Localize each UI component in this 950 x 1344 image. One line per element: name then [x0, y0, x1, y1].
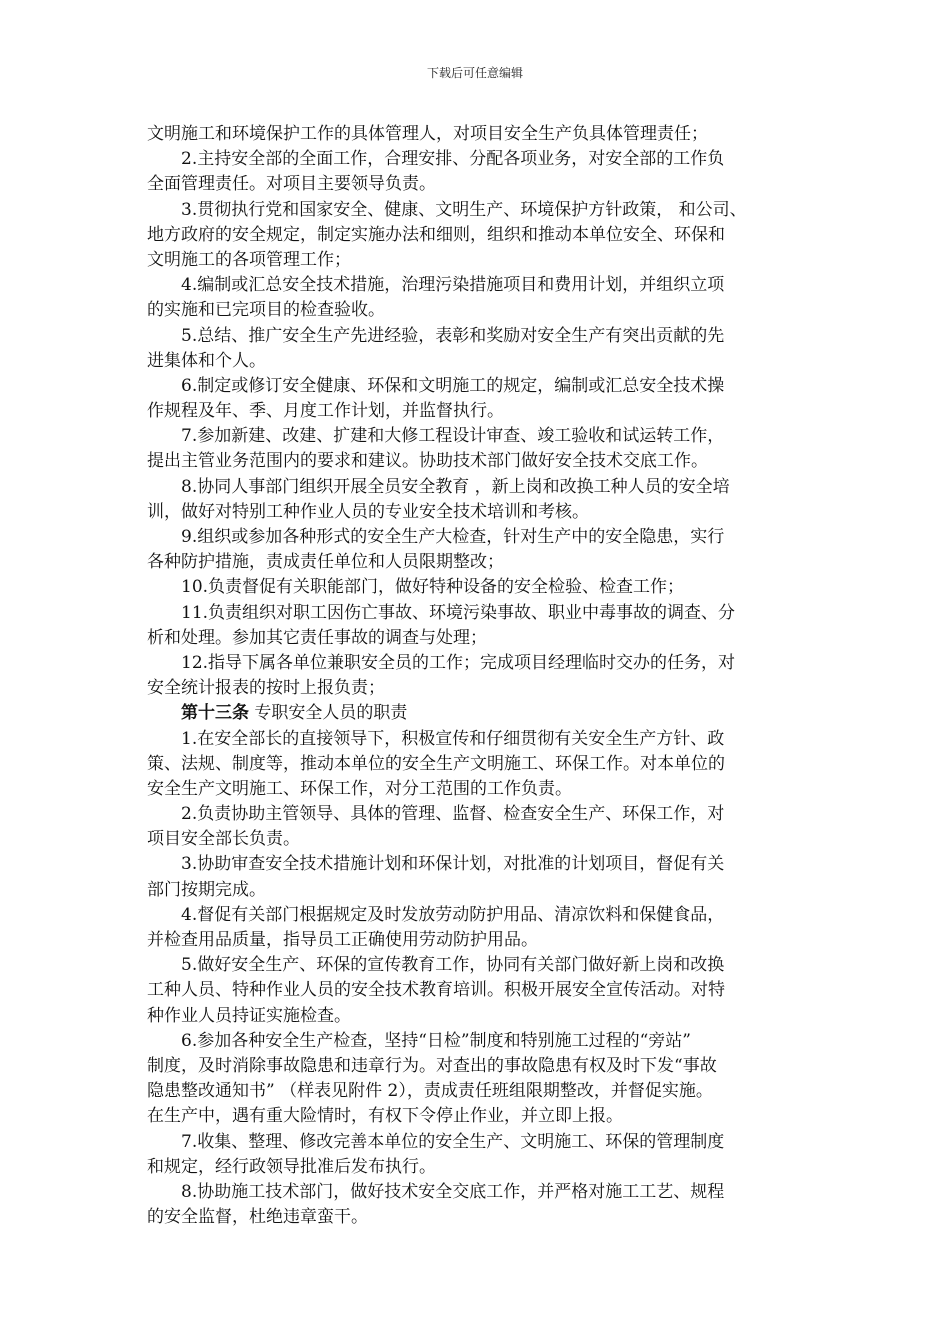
text-line: 6.制定或修订安全健康、环保和文明施工的规定，编制或汇总安全技术操	[181, 375, 725, 396]
article-heading-text: 专职安全人员的职责	[249, 703, 408, 724]
text-line: 的安全监督，杜绝违章蛮干。	[147, 1207, 368, 1228]
text-line: 7.参加新建、改建、扩建和大修工程设计审查、竣工验收和试运转工作，	[181, 426, 725, 447]
text-line: 8.协同人事部门组织开展全员安全教育 ，新上岗和改换工种人员的安全培	[181, 476, 730, 497]
text-line: 5.总结、推广安全生产先进经验，表彰和奖励对安全生产有突出贡献的先	[181, 325, 725, 346]
text-line: 全面管理责任。对项目主要领导负责。	[147, 174, 436, 195]
text-line: 部门按期完成。	[147, 879, 266, 900]
text-line: 各种防护措施，责成责任单位和人员限期整改；	[147, 552, 504, 573]
document-body	[147, 122, 807, 1230]
text-line: 5.做好安全生产、环保的宣传教育工作，协同有关部门做好新上岗和改换	[181, 955, 725, 976]
text-line: 训，做好对特别工种作业人员的专业安全技术培训和考核。	[147, 501, 589, 522]
text-line: 地方政府的安全规定，制定实施办法和细则，组织和推动本单位安全、环保和	[147, 224, 725, 245]
text-line: 制度，及时消除事故隐患和违章行为。对查出的事故隐患有权及时下发“事故	[147, 1055, 717, 1076]
text-line: 安全生产文明施工、环保工作，对分工范围的工作负责。	[147, 778, 572, 799]
text-line: 12.指导下属各单位兼职安全员的工作；完成项目经理临时交办的任务，对	[181, 652, 736, 673]
text-line: 隐患整改通知书” （样表见附件 2），责成责任班组限期整改，并督促实施。	[147, 1081, 713, 1102]
text-line: 3.贯彻执行党和国家安全、健康、文明生产、环境保护方针政策， 和公司、	[181, 199, 747, 220]
text-line	[147, 701, 807, 726]
text-line: 4.督促有关部门根据规定及时发放劳动防护用品、清凉饮料和保健食品，	[181, 904, 725, 925]
text-line: 7.收集、整理、修改完善本单位的安全生产、文明施工、环保的管理制度	[181, 1131, 725, 1152]
text-line: 提出主管业务范围内的要求和建议。协助技术部门做好安全技术交底工作。	[147, 451, 708, 472]
text-line: 11.负责组织对职工因伤亡事故、环境污染事故、职业中毒事故的调查、分	[181, 602, 736, 623]
text-line: 进集体和个人。	[147, 350, 266, 371]
text-line: 并检查用品质量，指导员工正确使用劳动防护用品。	[147, 930, 538, 950]
text-line: 9.组织或参加各种形式的安全生产大检查，针对生产中的安全隐患，实行	[181, 527, 725, 547]
text-line: 析和处理。参加其它责任事故的调查与处理；	[147, 627, 487, 648]
text-line: 种作业人员持证实施检查。	[147, 1005, 351, 1026]
text-line: 2.主持安全部的全面工作，合理安排、分配各项业务，对安全部的工作负	[181, 149, 725, 170]
text-line: 策、法规、制度等，推动本单位的安全生产文明施工、环保工作。对本单位的	[147, 753, 725, 774]
text-line: 8.协助施工技术部门，做好技术安全交底工作，并严格对施工工艺、规程	[181, 1181, 725, 1202]
text-line: 文明施工的各项管理工作；	[147, 249, 351, 270]
text-line: 1.在安全部长的直接领导下，积极宣传和仔细贯彻有关安全生产方针、政	[181, 728, 725, 749]
text-line: 和规定，经行政领导批准后发布执行。	[147, 1156, 436, 1177]
text-line: 工种人员、特种作业人员的安全技术教育培训。积极开展安全宣传活动。对特	[147, 980, 725, 1001]
text-line: 文明施工和环境保护工作的具体管理人，对项目安全生产负具体管理责任；	[147, 124, 708, 144]
text-line: 4.编制或汇总安全技术措施，治理污染措施项目和费用计划，并组织立项	[181, 275, 725, 296]
text-line: 项目安全部长负责。	[147, 829, 300, 850]
text-line: 6.参加各种安全生产检查，坚持“日检”制度和特别施工过程的“旁站”	[181, 1030, 691, 1051]
text-line: 10.负责督促有关职能部门，做好特种设备的安全检验、检查工作；	[181, 577, 685, 598]
text-line: 作规程及年、季、月度工作计划，并监督执行。	[147, 401, 504, 422]
text-line: 安全统计报表的按时上报负责；	[147, 678, 385, 699]
article-heading: 第十三条	[181, 703, 249, 724]
text-line: 的实施和已完项目的检查验收。	[147, 300, 385, 321]
text-line: 3.协助审查安全技术措施计划和环保计划，对批准的计划项目，督促有关	[181, 854, 725, 875]
text-line: 2.负责协助主管领导、具体的管理、监督、检查安全生产、环保工作，对	[181, 804, 725, 825]
page-header: 下载后可任意编辑	[426, 66, 523, 80]
text-line: 在生产中，遇有重大险情时，有权下令停止作业，并立即上报。	[147, 1106, 623, 1127]
